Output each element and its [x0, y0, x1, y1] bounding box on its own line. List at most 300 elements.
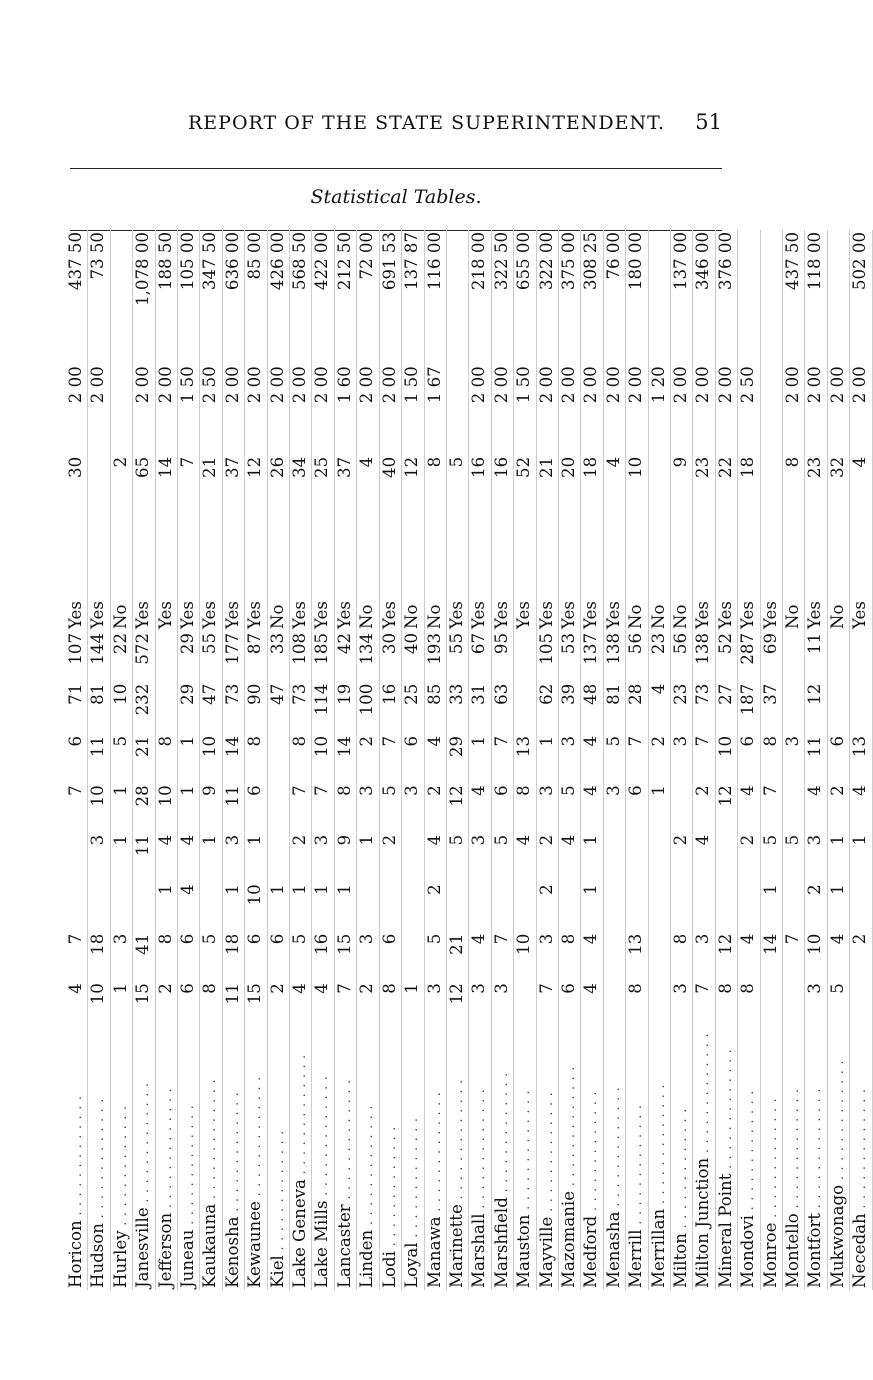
- city-name-cell: Janesville . . .: [133, 1031, 155, 1290]
- value-cell-c9: Yes: [133, 601, 153, 629]
- value-cell-c8: 55: [446, 632, 466, 655]
- value-cell-c1: 7: [536, 983, 556, 994]
- value-cell-c6: 4: [581, 735, 601, 747]
- city-name-cell: Menasha . . .: [603, 1031, 625, 1290]
- value-cell-c12: [827, 230, 849, 364]
- value-cell-c11: 2 00: [558, 366, 578, 404]
- value-cell-c2: 18: [88, 933, 108, 955]
- value-cell-c2: 3: [693, 933, 713, 945]
- value-cell-c3: 2: [805, 884, 825, 895]
- value-cell-c10: 65: [133, 456, 153, 478]
- city-name-cell: Horicon . . .: [66, 1031, 88, 1290]
- value-cell-c7: 63: [491, 683, 511, 705]
- value-cell-c12: 346 00: [693, 232, 713, 291]
- city-name-cell: Manawa . . .: [424, 1031, 446, 1290]
- table-row: [155, 230, 177, 1290]
- value-cell-c7: [850, 682, 872, 734]
- value-cell-c12: 376 00: [715, 232, 735, 291]
- value-cell-c12: 218 00: [469, 232, 489, 291]
- value-cell-c2: 3: [357, 933, 377, 945]
- value-cell-c12: 502 00: [850, 232, 870, 291]
- value-cell-c4: 1: [245, 834, 265, 846]
- value-cell-c6: 6: [738, 735, 758, 747]
- city-name-cell: Necedah . . .: [850, 1031, 872, 1290]
- value-cell-c12: 1,078 00: [133, 232, 153, 306]
- value-cell-c12: 568 50: [290, 232, 310, 291]
- value-cell-c3: [469, 882, 491, 931]
- value-cell-c11: [110, 364, 132, 455]
- page-number: 51: [695, 110, 722, 134]
- value-cell-c1: [603, 981, 625, 1030]
- value-cell-c6: 3: [558, 735, 578, 747]
- value-cell-c4: 1: [581, 834, 601, 846]
- value-cell-c11: 2 00: [715, 366, 735, 404]
- value-cell-c6: 6: [402, 735, 422, 747]
- value-cell-c3: [693, 882, 715, 931]
- value-cell-c10: 40: [379, 456, 399, 478]
- value-cell-c4: 3: [222, 834, 242, 846]
- value-cell-c2: 3: [110, 933, 130, 945]
- value-cell-c9: Yes: [379, 601, 399, 629]
- value-cell-c2: 7: [491, 933, 511, 945]
- value-cell-c10: 4: [603, 456, 623, 468]
- value-cell-c1: 3: [805, 983, 825, 994]
- value-cell-c6: 11: [88, 735, 108, 758]
- value-cell-c7: 19: [334, 683, 354, 705]
- value-cell-c5: 3: [402, 785, 422, 796]
- value-cell-c2: 4: [469, 933, 489, 945]
- value-cell-c9: Yes: [312, 601, 332, 629]
- city-name-cell: Mayville . . .: [536, 1031, 558, 1290]
- value-cell-c4: 3: [88, 834, 108, 846]
- value-cell-c5: 7: [66, 785, 85, 796]
- value-cell-c3: [402, 882, 424, 931]
- value-cell-c12: [110, 230, 132, 364]
- value-cell-c8: 42: [334, 632, 354, 655]
- value-cell-c7: 62: [536, 683, 556, 705]
- value-cell-c1: 8: [200, 983, 220, 994]
- value-cell-c7: 100: [357, 683, 377, 716]
- value-cell-c12: 180 00: [626, 232, 646, 291]
- value-cell-c8: 185: [312, 632, 332, 665]
- value-cell-c3: 1: [334, 884, 354, 895]
- value-cell-c8: 52: [715, 632, 735, 655]
- value-cell-c2: 10: [514, 933, 534, 955]
- value-cell-c4: 2: [670, 834, 690, 846]
- table-row: [245, 230, 267, 1290]
- value-cell-c10: 12: [245, 456, 265, 478]
- value-cell-c8: 87: [245, 632, 265, 655]
- city-name-cell: Lancaster . . .: [334, 1031, 356, 1290]
- value-cell-c6: 21: [133, 735, 153, 758]
- table-row: [715, 230, 737, 1290]
- value-cell-c10: 18: [738, 456, 758, 478]
- value-cell-c10: [760, 455, 782, 531]
- value-cell-c11: 2 00: [267, 366, 287, 404]
- value-cell-c11: 2 00: [245, 366, 265, 404]
- value-cell-c10: [88, 455, 110, 531]
- value-cell-c1: 3: [469, 983, 489, 994]
- table-row: [290, 230, 312, 1290]
- value-cell-c11: 1 50: [514, 366, 534, 404]
- value-cell-c1: [783, 981, 805, 1030]
- value-cell-c12: 72 00: [357, 232, 377, 280]
- value-cell-c3: [491, 882, 513, 931]
- table-row: [402, 230, 424, 1290]
- value-cell-c8: 69: [760, 632, 780, 655]
- value-cell-c8: 23: [648, 632, 668, 655]
- value-cell-c9: No: [267, 604, 287, 629]
- value-cell-c8: 95: [491, 632, 511, 655]
- value-cell-c2: 8: [558, 933, 578, 945]
- value-cell-c3: [357, 882, 379, 931]
- city-name-cell: Juneau . . .: [178, 1031, 200, 1290]
- value-cell-c8: 33: [267, 632, 287, 655]
- value-cell-c9: No: [424, 604, 444, 629]
- value-cell-c12: 375 00: [558, 232, 578, 291]
- value-cell-c12: [760, 230, 782, 364]
- value-cell-c2: 4: [827, 933, 847, 945]
- value-cell-c3: [648, 882, 670, 931]
- value-cell-c12: [738, 230, 760, 364]
- value-cell-c1: 1: [110, 983, 130, 994]
- value-cell-c7: 12: [805, 683, 825, 705]
- value-cell-c12: 437 50: [783, 232, 802, 291]
- value-cell-c12: [446, 230, 468, 364]
- value-cell-c12: 691 53: [379, 232, 399, 291]
- value-cell-c1: 2: [155, 983, 175, 994]
- value-cell-c12: 636 00: [222, 232, 242, 291]
- value-cell-c5: 10: [155, 785, 175, 807]
- value-cell-c8: 53: [558, 632, 578, 655]
- value-cell-c6: 5: [110, 735, 130, 747]
- value-cell-c2: 16: [312, 933, 332, 955]
- value-cell-c9: Yes: [245, 601, 265, 629]
- value-cell-c11: 2 00: [133, 366, 153, 404]
- value-cell-c6: 4: [424, 735, 444, 747]
- city-name-cell: Hurley . . .: [110, 1031, 132, 1290]
- value-cell-c3: [603, 882, 625, 931]
- value-cell-c2: 2: [850, 933, 870, 945]
- statistics-table: [66, 230, 873, 1290]
- table-row: [850, 230, 872, 1290]
- value-cell-c11: 2 00: [536, 366, 556, 404]
- value-cell-c7: [783, 682, 805, 734]
- value-cell-c10: 16: [469, 456, 489, 478]
- value-cell-c11: 2 00: [626, 366, 646, 404]
- value-cell-c5: 8: [514, 785, 534, 796]
- value-cell-c3: [446, 882, 468, 931]
- value-cell-c4: 5: [491, 834, 511, 846]
- value-cell-c6: 6: [827, 735, 847, 747]
- value-cell-c10: 4: [357, 456, 377, 468]
- value-cell-c8: 287: [738, 632, 758, 665]
- value-cell-c12: 76 00: [603, 232, 623, 280]
- city-name-cell: Marinette . . .: [446, 1031, 468, 1290]
- value-cell-c6: 29: [446, 735, 466, 758]
- value-cell-c11: 1 67: [424, 366, 444, 404]
- value-cell-c3: [783, 882, 805, 931]
- value-cell-c11: 2 00: [670, 366, 690, 404]
- value-cell-c8: 29: [178, 632, 198, 655]
- table-row: [626, 230, 648, 1290]
- table-row: [805, 230, 827, 1290]
- value-cell-c11: 2 00: [66, 366, 85, 404]
- value-cell-c9: Yes: [715, 601, 735, 629]
- value-cell-c12: 85 00: [245, 232, 265, 280]
- value-cell-c8: 137: [581, 632, 601, 665]
- value-cell-c3: [379, 882, 401, 931]
- value-cell-c9: Yes: [693, 601, 713, 629]
- value-cell-c1: 2: [267, 983, 287, 994]
- value-cell-c4: [626, 833, 648, 882]
- value-cell-c3: [626, 882, 648, 931]
- table-row: [178, 230, 200, 1290]
- value-cell-c12: 426 00: [267, 232, 287, 291]
- value-cell-c1: 4: [581, 983, 601, 994]
- value-cell-c1: [760, 981, 782, 1030]
- value-cell-c7: 28: [626, 683, 646, 705]
- value-cell-c6: 1: [469, 735, 489, 747]
- city-name-cell: Merrill . . .: [626, 1031, 648, 1290]
- value-cell-c8: 56: [670, 632, 690, 655]
- value-cell-c7: 33: [446, 683, 466, 705]
- value-cell-c10: 20: [558, 456, 578, 478]
- value-cell-c10: 26: [267, 456, 287, 478]
- value-cell-c9: Yes: [290, 601, 310, 629]
- value-cell-c10: 23: [693, 456, 713, 478]
- value-cell-c2: [402, 932, 424, 981]
- value-cell-c6: 1: [536, 735, 556, 747]
- value-cell-c7: 47: [267, 683, 287, 705]
- value-cell-c3: 1: [267, 884, 287, 895]
- value-cell-c12: 422 00: [312, 232, 332, 291]
- value-cell-c1: 4: [66, 983, 85, 994]
- value-cell-c5: 6: [245, 785, 265, 796]
- value-cell-c6: 14: [334, 735, 354, 758]
- value-cell-c3: 1: [155, 884, 175, 895]
- value-cell-c11: 1 50: [178, 366, 198, 404]
- value-cell-c5: 2: [693, 785, 713, 796]
- value-cell-c9: Yes: [469, 601, 489, 629]
- city-name-cell: Montfort . . .: [805, 1031, 827, 1290]
- table-row: [491, 230, 513, 1290]
- value-cell-c12: 308 25: [581, 232, 601, 291]
- table-row: [88, 230, 110, 1290]
- value-cell-c10: 8: [783, 456, 802, 468]
- value-cell-c12: 322 00: [536, 232, 556, 291]
- value-cell-c11: 2 00: [805, 366, 825, 404]
- value-cell-c7: 25: [402, 683, 422, 705]
- value-cell-c7: 16: [379, 683, 399, 705]
- value-cell-c4: 4: [155, 834, 175, 846]
- value-cell-c10: 4: [850, 456, 870, 468]
- value-cell-c8: 55: [200, 632, 220, 655]
- table-row: [536, 230, 558, 1290]
- value-cell-c9: Yes: [558, 601, 578, 629]
- value-cell-c6: 10: [715, 735, 735, 758]
- value-cell-c5: 4: [469, 785, 489, 796]
- value-cell-c7: 10: [110, 683, 130, 705]
- value-cell-c11: 1 20: [648, 366, 668, 404]
- value-cell-c6: 3: [670, 735, 690, 747]
- value-cell-c1: 2: [357, 983, 377, 994]
- value-cell-c6: 8: [760, 735, 780, 747]
- value-cell-c7: 47: [200, 683, 220, 705]
- value-cell-c5: 7: [312, 785, 332, 796]
- value-cell-c1: 15: [245, 983, 265, 1005]
- table-row: [200, 230, 222, 1290]
- value-cell-c2: 5: [424, 933, 444, 945]
- value-cell-c2: 4: [738, 933, 758, 945]
- value-cell-c5: 28: [133, 785, 153, 807]
- value-cell-c1: 7: [693, 983, 713, 994]
- value-cell-c11: 1 50: [402, 366, 422, 404]
- value-cell-c6: 7: [379, 735, 399, 747]
- value-cell-c4: 5: [446, 834, 466, 846]
- value-cell-c1: 11: [222, 983, 242, 1005]
- table-row: [648, 230, 670, 1290]
- value-cell-c5: 4: [850, 785, 870, 796]
- rotated-statistical-table: [66, 230, 870, 1290]
- value-cell-c3: 1: [581, 884, 601, 895]
- value-cell-c3: [558, 882, 580, 931]
- value-cell-c10: 8: [424, 456, 444, 468]
- value-cell-c3: [670, 882, 692, 931]
- value-cell-c7: 23: [670, 683, 690, 705]
- value-cell-c11: 2 00: [850, 366, 870, 404]
- value-cell-c12: 322 50: [491, 232, 511, 291]
- value-cell-c11: 2 00: [155, 366, 175, 404]
- value-cell-c2: [603, 932, 625, 981]
- value-cell-c6: [267, 734, 289, 783]
- table-row: [66, 230, 88, 1290]
- value-cell-c2: 14: [760, 933, 780, 955]
- value-cell-c7: [155, 682, 177, 734]
- city-name-cell: Mukwonago . . .: [827, 1031, 849, 1290]
- value-cell-c8: 177: [222, 632, 242, 665]
- value-cell-c12: 118 00: [805, 232, 825, 291]
- value-cell-c12: 116 00: [424, 232, 444, 291]
- value-cell-c3: 1: [290, 884, 310, 895]
- city-name-cell: Marshfield . . .: [491, 1031, 513, 1290]
- value-cell-c6: 5: [603, 735, 623, 747]
- city-name-cell: Kiel . . .: [267, 1031, 289, 1290]
- value-cell-c2: 6: [178, 933, 198, 945]
- value-cell-c4: 2: [290, 834, 310, 846]
- value-cell-c3: 1: [827, 884, 847, 895]
- value-cell-c6: 14: [222, 735, 242, 758]
- city-name-cell: Mineral Point . . .: [715, 1031, 737, 1290]
- value-cell-c4: 4: [693, 834, 713, 846]
- value-cell-c10: 9: [670, 456, 690, 468]
- value-cell-c3: [133, 882, 155, 931]
- value-cell-c2: 41: [133, 933, 153, 955]
- value-cell-c11: 2 00: [290, 366, 310, 404]
- value-cell-c8: [514, 631, 536, 682]
- value-cell-c6: 8: [245, 735, 265, 747]
- value-cell-c7: 187: [738, 683, 758, 716]
- value-cell-c4: 4: [558, 834, 578, 846]
- value-cell-c4: [715, 833, 737, 882]
- value-cell-c2: 8: [155, 933, 175, 945]
- value-cell-c8: 107: [66, 632, 85, 665]
- value-cell-c4: 4: [424, 834, 444, 846]
- value-cell-c1: [850, 981, 872, 1030]
- value-cell-c9: Yes: [446, 601, 466, 629]
- value-cell-c11: 2 00: [603, 366, 623, 404]
- city-name-cell: Lake Mills . . .: [312, 1031, 334, 1290]
- value-cell-c8: 11: [805, 632, 825, 655]
- city-name-cell: Mauston . . .: [514, 1031, 536, 1290]
- value-cell-c9: Yes: [738, 601, 758, 629]
- value-cell-c2: 6: [245, 933, 265, 945]
- value-cell-c11: [760, 364, 782, 455]
- value-cell-c5: 7: [290, 785, 310, 796]
- value-cell-c8: 108: [290, 632, 310, 665]
- value-cell-c3: [715, 882, 737, 931]
- value-cell-c7: 232: [133, 683, 153, 716]
- city-name-cell: Linden . . .: [357, 1031, 379, 1290]
- city-name-cell: Medford . . .: [581, 1031, 603, 1290]
- value-cell-c2: 6: [379, 933, 399, 945]
- value-cell-c7: 29: [178, 683, 198, 705]
- value-cell-c3: [738, 882, 760, 931]
- value-cell-c11: 2 00: [222, 366, 242, 404]
- value-cell-c8: 134: [357, 632, 377, 665]
- value-cell-c12: 137 87: [402, 232, 422, 291]
- value-cell-c3: [850, 882, 872, 931]
- value-cell-c4: 4: [514, 834, 534, 846]
- value-cell-c3: [88, 882, 110, 931]
- running-title: REPORT OF THE STATE SUPERINTENDENT.: [188, 112, 666, 134]
- value-cell-c3: 1: [760, 884, 780, 895]
- value-cell-c2: 12: [715, 933, 735, 955]
- value-cell-c2: 7: [66, 933, 85, 945]
- value-cell-c4: 1: [200, 834, 220, 846]
- value-cell-c1: 6: [178, 983, 198, 994]
- value-cell-c6: 2: [357, 735, 377, 747]
- value-cell-c2: 7: [783, 933, 802, 945]
- table-row: [469, 230, 491, 1290]
- value-cell-c9: No: [402, 604, 422, 629]
- value-cell-c5: 7: [760, 785, 780, 796]
- value-cell-c11: 1 60: [334, 366, 354, 404]
- value-cell-c11: 2 00: [693, 366, 713, 404]
- value-cell-c1: 8: [715, 983, 735, 994]
- city-name-cell: Loyal . . .: [402, 1031, 424, 1290]
- value-cell-c2: 5: [200, 933, 220, 945]
- value-cell-c7: 73: [222, 683, 242, 705]
- table-row: [334, 230, 356, 1290]
- value-cell-c4: 3: [469, 834, 489, 846]
- value-cell-c8: [850, 631, 872, 682]
- value-cell-c10: 10: [626, 456, 646, 478]
- value-cell-c5: 3: [603, 785, 623, 796]
- value-cell-c2: 6: [267, 933, 287, 945]
- value-cell-c5: 3: [357, 785, 377, 796]
- city-name-cell: Milton Junction . . .: [693, 1031, 715, 1290]
- value-cell-c1: 3: [491, 983, 511, 994]
- table-row: [693, 230, 715, 1290]
- value-cell-c4: 2: [379, 834, 399, 846]
- value-cell-c10: 21: [536, 456, 556, 478]
- value-cell-c8: 105: [536, 632, 556, 665]
- value-cell-c2: 4: [581, 933, 601, 945]
- value-cell-c9: Yes: [536, 601, 556, 629]
- value-cell-c5: [267, 783, 289, 832]
- value-cell-c9: Yes: [155, 601, 175, 629]
